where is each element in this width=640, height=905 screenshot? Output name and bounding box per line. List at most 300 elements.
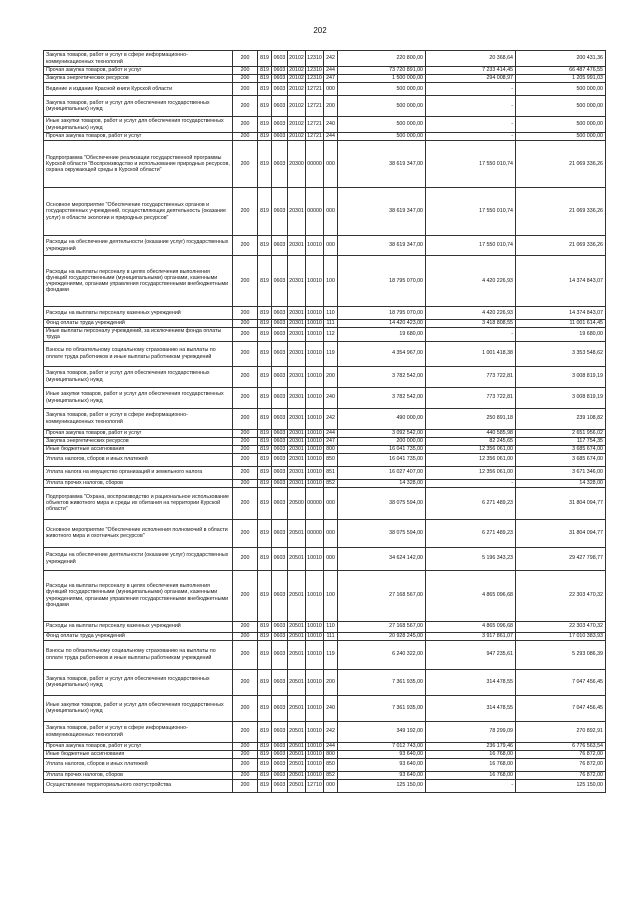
row-value-1: 500 000,00	[338, 96, 426, 117]
table-row	[44, 519, 606, 547]
table-row	[44, 721, 606, 742]
row-code-3: 0603	[272, 429, 288, 437]
row-code-2: 819	[258, 236, 272, 256]
row-code-6: 244	[324, 67, 338, 75]
row-code-4: 20501	[288, 779, 306, 792]
row-name: Закупка энергетических ресурсов	[44, 75, 233, 83]
row-code-4: 20501	[288, 547, 306, 570]
row-code-3: 0603	[272, 141, 288, 188]
row-code-4: 20501	[288, 758, 306, 771]
row-code-4: 20301	[288, 328, 306, 342]
row-code-1: 200	[233, 479, 258, 487]
row-value-1: 93 640,00	[338, 758, 426, 771]
row-code-5: 12721	[306, 83, 324, 96]
row-code-4: 20501	[288, 695, 306, 721]
row-name: Расходы на выплаты персоналу в целях обеспечения выполнения функций государственными (муниципальными) органами, казенными учреждениями, органами управления государственными внебюджетными фондами	[44, 570, 233, 621]
row-value-3: 270 892,91	[516, 721, 606, 742]
table-row	[44, 547, 606, 570]
row-code-3: 0603	[272, 758, 288, 771]
row-code-4: 20102	[289, 133, 304, 140]
row-code-6: 000	[324, 779, 338, 792]
row-code-1: 200	[233, 67, 258, 75]
table-row	[44, 188, 606, 236]
row-code-4: 20300	[288, 141, 306, 188]
row-value-3: 21 069 336,26	[516, 236, 606, 256]
table-row	[44, 758, 606, 771]
row-value-2: 236 179,46	[426, 742, 516, 750]
row-code-3: 0603	[272, 487, 288, 519]
table-row	[44, 695, 606, 721]
row-code-5: 10010	[306, 236, 324, 256]
table-row	[44, 779, 606, 792]
row-code-5: 10010	[306, 570, 324, 621]
row-code-6: 242	[324, 721, 338, 742]
row-code-3: 0603	[272, 479, 288, 487]
row-name: Закупка товаров, работ и услуг для обеспечения государственных (муниципальных) нужд	[44, 366, 233, 387]
row-code-2: 819	[258, 695, 272, 721]
row-code-3: 0603	[272, 621, 288, 632]
row-value-3: 17 010 383,93	[516, 632, 606, 640]
row-value-3: 21 069 336,26	[516, 188, 606, 236]
row-code-5: 10010	[306, 466, 324, 479]
row-code-6: 110	[324, 307, 338, 320]
row-code-1: 200	[233, 256, 258, 307]
row-value-1: 93 640,00	[338, 750, 426, 758]
row-code-5: 12710	[306, 779, 324, 792]
row-code-1: 200	[233, 750, 258, 758]
row-code-1: 200	[233, 742, 258, 750]
row-value-1: 27 168 567,00	[338, 570, 426, 621]
row-code-3: 0603	[272, 669, 288, 695]
row-code-2: 819	[258, 479, 272, 487]
row-value-1: 16 027 407,00	[338, 466, 426, 479]
row-value-3: 6 776 563,54	[516, 742, 606, 750]
row-code-5: 10010	[306, 669, 324, 695]
row-code-3: 0603	[272, 75, 288, 83]
row-code-6: 000	[324, 83, 338, 96]
row-code-6: 110	[324, 621, 338, 632]
row-code-5: 10010	[306, 408, 324, 429]
row-code-5: 12721	[306, 117, 324, 133]
row-name: Расходы на выплаты персоналу казенных учреждений	[44, 621, 233, 632]
table-row	[44, 67, 606, 75]
row-value-2: 16 768,00	[426, 771, 516, 779]
row-code-5: 10010	[307, 632, 322, 639]
table-row	[44, 632, 606, 640]
row-code-2: 819	[258, 141, 272, 188]
row-code-2: 819	[258, 453, 272, 466]
row-code-3: 0603	[272, 466, 288, 479]
row-value-1: 38 619 347,00	[338, 188, 426, 236]
row-code-3: 0603	[272, 742, 288, 750]
row-code-4: 20500	[288, 487, 306, 519]
row-code-2: 819	[258, 779, 272, 792]
row-code-4: 20102	[289, 75, 304, 82]
row-code-2: 819	[258, 621, 272, 632]
row-value-1: 20 928 245,00	[338, 632, 426, 640]
row-code-1: 200	[233, 51, 258, 67]
row-code-3: 0603	[272, 437, 288, 445]
row-code-3: 0603	[272, 519, 288, 547]
row-code-5: 10010	[307, 429, 322, 436]
row-code-1: 200	[233, 547, 258, 570]
row-code-1: 200	[233, 75, 258, 83]
row-code-3: 0603	[272, 83, 288, 96]
row-value-3: 22 303 470,32	[516, 570, 606, 621]
row-code-4: 20501	[288, 721, 306, 742]
row-value-1: 7 361 935,00	[338, 669, 426, 695]
row-name: Взносы по обязательному социальному страхованию на выплаты по оплате труда работников и иные выплаты работникам учреждений	[44, 341, 233, 366]
row-code-2: 819	[258, 307, 272, 320]
table-row	[44, 341, 606, 366]
row-code-2: 819	[258, 640, 272, 669]
table-row	[44, 621, 606, 632]
table-row	[44, 750, 606, 758]
row-name: Прочая закупка товаров, работ и услуг	[44, 133, 233, 141]
row-value-3: 76 872,00	[516, 750, 606, 758]
row-value-3: 3 685 674,00	[516, 445, 606, 453]
table-row	[44, 51, 606, 67]
row-value-1: 18 795 070,00	[338, 307, 426, 320]
row-code-6: 000	[324, 519, 338, 547]
row-code-1: 200	[233, 117, 258, 133]
row-code-5: 10010	[306, 695, 324, 721]
row-code-6: 850	[324, 453, 338, 466]
row-code-1: 200	[233, 721, 258, 742]
row-code-4: 20501	[288, 570, 306, 621]
table-body	[44, 51, 606, 793]
row-code-5: 10010	[306, 721, 324, 742]
row-value-2: -	[426, 328, 516, 342]
row-code-4: 20501	[289, 750, 304, 757]
row-name: Уплата налогов, сборов и иных платежей	[44, 453, 233, 466]
row-value-1: 19 680,00	[338, 328, 426, 342]
row-value-3: 2 651 956,02	[516, 429, 606, 437]
row-value-2: 16 768,00	[426, 750, 516, 758]
row-code-2: 819	[258, 408, 272, 429]
row-name: Уплата налога на имущество организаций и земельного налога	[44, 466, 233, 479]
row-code-1: 200	[233, 437, 258, 445]
row-code-4: 20301	[289, 320, 304, 327]
row-code-1: 200	[233, 320, 258, 328]
row-code-1: 200	[233, 408, 258, 429]
row-code-5: 00000	[306, 519, 324, 547]
row-code-3: 0603	[272, 67, 288, 75]
row-code-2: 819	[258, 445, 272, 453]
row-code-5: 10010	[306, 621, 324, 632]
row-name: Расходы на обеспечение деятельности (оказание услуг) государственных учреждений	[44, 547, 233, 570]
table-row	[44, 83, 606, 96]
row-name: Закупка товаров, работ и услуг для обеспечения государственных (муниципальных) нужд	[44, 669, 233, 695]
row-name: Прочая закупка товаров, работ и услуг	[44, 429, 233, 437]
row-value-2: -	[426, 117, 516, 133]
row-code-5: 00000	[306, 141, 324, 188]
row-value-2: 4 420 226,93	[426, 256, 516, 307]
row-value-1: 27 168 567,00	[338, 621, 426, 632]
row-value-2: 1 001 418,38	[426, 341, 516, 366]
row-value-2: 17 550 010,74	[426, 141, 516, 188]
row-value-1: 16 041 735,00	[338, 445, 426, 453]
row-code-4: 20102	[289, 67, 304, 74]
row-code-1: 200	[233, 621, 258, 632]
row-code-1: 200	[233, 519, 258, 547]
row-value-3: 500 000,00	[516, 117, 606, 133]
row-name: Закупка товаров, работ и услуг в сфере информационно-коммуникационных технологий	[44, 51, 233, 67]
row-value-2: 4 865 096,68	[426, 570, 516, 621]
row-value-1: 500 000,00	[338, 83, 426, 96]
row-value-1: 38 075 594,00	[338, 487, 426, 519]
row-value-2: -	[426, 479, 516, 487]
table-row	[44, 256, 606, 307]
row-value-2: -	[426, 133, 516, 141]
row-name: Закупка товаров, работ и услуг для обеспечения государственных (муниципальных) нужд	[44, 96, 233, 117]
table-row	[44, 466, 606, 479]
row-code-2: 819	[258, 75, 272, 83]
row-value-1: 4 354 967,00	[338, 341, 426, 366]
table-row	[44, 117, 606, 133]
row-code-1: 200	[233, 445, 258, 453]
row-code-1: 200	[233, 429, 258, 437]
page-number: 202	[313, 26, 327, 35]
row-code-3: 0603	[272, 236, 288, 256]
row-value-1: 34 624 142,00	[338, 547, 426, 570]
row-code-6: 852	[324, 771, 338, 779]
row-code-1: 200	[233, 669, 258, 695]
row-name: Закупка товаров, работ и услуг в сфере информационно-коммуникационных технологий	[44, 721, 233, 742]
row-code-3: 0603	[272, 750, 288, 758]
row-code-5: 10010	[306, 758, 324, 771]
row-value-1: 200 000,00	[338, 437, 426, 445]
row-name: Подпрограмма "Охрана, воспроизводство и рациональное использование объектов животного мира и среды их обитания на территории Курской области"	[44, 487, 233, 519]
table-row	[44, 133, 606, 141]
row-name: Ведение и издание Красной книги Курской области	[44, 83, 233, 96]
row-code-3: 0603	[272, 328, 288, 342]
row-code-4: 20102	[288, 51, 306, 67]
row-code-3: 0603	[272, 307, 288, 320]
row-code-5: 00000	[306, 487, 324, 519]
row-code-4: 20301	[288, 307, 306, 320]
table-row	[44, 366, 606, 387]
row-value-3: 117 754,35	[516, 437, 606, 445]
row-code-4: 20301	[288, 256, 306, 307]
row-code-3: 0603	[272, 320, 288, 328]
row-code-5: 10010	[307, 320, 322, 327]
row-name: Уплата прочих налогов, сборов	[44, 479, 233, 487]
row-code-5: 10010	[306, 307, 324, 320]
row-name: Фонд оплаты труда учреждений	[44, 320, 233, 328]
row-value-2: 17 550 010,74	[426, 188, 516, 236]
row-value-2: 12 356 061,00	[426, 466, 516, 479]
row-code-2: 819	[258, 133, 272, 141]
row-code-1: 200	[233, 779, 258, 792]
row-value-2: 12 356 061,00	[426, 453, 516, 466]
row-code-3: 0603	[272, 547, 288, 570]
row-value-1: 3 092 542,00	[338, 429, 426, 437]
row-code-3: 0603	[272, 387, 288, 408]
row-code-4: 20301	[289, 437, 304, 444]
row-code-2: 819	[258, 96, 272, 117]
row-code-3: 0603	[272, 771, 288, 779]
row-code-6: 240	[324, 117, 338, 133]
row-value-3: 76 872,00	[516, 758, 606, 771]
row-code-4: 20501	[288, 669, 306, 695]
row-code-6: 000	[324, 547, 338, 570]
row-code-6: 244	[324, 429, 338, 437]
row-value-3: 7 047 456,45	[516, 695, 606, 721]
row-value-2: 440 585,98	[426, 429, 516, 437]
row-code-5: 10010	[307, 437, 322, 444]
row-name: Расходы на обеспечение деятельности (оказание услуг) государственных учреждений	[44, 236, 233, 256]
row-code-6: 240	[324, 387, 338, 408]
row-code-2: 819	[258, 83, 272, 96]
row-code-5: 10010	[307, 742, 322, 749]
row-code-6: 242	[324, 51, 338, 67]
row-code-6: 112	[324, 328, 338, 342]
row-code-2: 819	[258, 341, 272, 366]
row-code-1: 200	[233, 771, 258, 779]
row-code-2: 819	[258, 387, 272, 408]
table-row	[44, 640, 606, 669]
table-row	[44, 487, 606, 519]
row-code-6: 242	[324, 408, 338, 429]
row-name: Основное мероприятие "Обеспечение государственных органов и государственных учреждений, осуществляющих деятельность (оказание услуг) в области экологии и природных ресурсов"	[44, 188, 233, 236]
row-code-3: 0603	[272, 721, 288, 742]
row-code-6: 200	[324, 366, 338, 387]
row-value-3: 3 008 819,19	[516, 387, 606, 408]
row-code-2: 819	[258, 570, 272, 621]
row-value-3: 14 374 843,07	[516, 307, 606, 320]
table-row	[44, 307, 606, 320]
table-row	[44, 437, 606, 445]
row-value-2: 773 722,81	[426, 387, 516, 408]
row-value-1: 125 150,00	[338, 779, 426, 792]
row-code-3: 0603	[272, 632, 288, 640]
row-value-2: 4 865 096,68	[426, 621, 516, 632]
row-code-4: 20501	[288, 640, 306, 669]
row-code-5: 10010	[306, 256, 324, 307]
table-row	[44, 669, 606, 695]
row-code-5: 10010	[306, 547, 324, 570]
row-value-2: 314 478,55	[426, 669, 516, 695]
row-value-1: 7 361 935,00	[338, 695, 426, 721]
row-value-3: 500 000,00	[516, 96, 606, 117]
row-code-1: 200	[233, 307, 258, 320]
row-value-3: 29 427 798,77	[516, 547, 606, 570]
row-value-1: 490 000,00	[338, 408, 426, 429]
row-code-3: 0603	[272, 779, 288, 792]
row-code-2: 819	[258, 67, 272, 75]
table-row	[44, 387, 606, 408]
row-code-3: 0603	[272, 96, 288, 117]
row-code-1: 200	[233, 758, 258, 771]
table-row	[44, 453, 606, 466]
row-name: Прочая закупка товаров, работ и услуг	[44, 67, 233, 75]
row-code-2: 819	[258, 632, 272, 640]
row-code-6: 800	[324, 750, 338, 758]
row-name: Уплата налогов, сборов и иных платежей	[44, 758, 233, 771]
row-code-3: 0603	[272, 117, 288, 133]
row-code-2: 819	[258, 487, 272, 519]
row-code-2: 819	[258, 742, 272, 750]
row-code-2: 819	[258, 328, 272, 342]
row-code-1: 200	[233, 133, 258, 141]
row-code-4: 20301	[288, 453, 306, 466]
row-code-2: 819	[258, 721, 272, 742]
row-value-1: 7 012 743,00	[338, 742, 426, 750]
row-code-6: 000	[324, 141, 338, 188]
row-value-3: 125 150,00	[516, 779, 606, 792]
row-code-1: 200	[233, 328, 258, 342]
row-value-2: -	[426, 779, 516, 792]
row-code-3: 0603	[272, 453, 288, 466]
table-row	[44, 75, 606, 83]
row-value-2: -	[426, 83, 516, 96]
row-code-3: 0603	[272, 408, 288, 429]
row-code-3: 0603	[272, 695, 288, 721]
row-code-6: 100	[324, 570, 338, 621]
row-code-6: 247	[324, 437, 338, 445]
row-name: Фонд оплаты труда учреждений	[44, 632, 233, 640]
row-value-2: 16 768,00	[426, 758, 516, 771]
row-code-5: 12310	[307, 75, 322, 82]
row-value-1: 38 619 347,00	[338, 236, 426, 256]
row-code-5: 10010	[306, 366, 324, 387]
row-value-1: 349 192,00	[338, 721, 426, 742]
row-code-3: 0603	[272, 570, 288, 621]
row-code-4: 20301	[288, 387, 306, 408]
row-code-6: 850	[324, 758, 338, 771]
budget-table	[43, 50, 606, 793]
table-row	[44, 236, 606, 256]
row-code-4: 20301	[288, 366, 306, 387]
row-code-3: 0603	[272, 188, 288, 236]
row-code-4: 20301	[289, 429, 304, 436]
row-code-1: 200	[233, 96, 258, 117]
row-value-3: 3 008 819,19	[516, 366, 606, 387]
row-code-4: 20102	[288, 96, 306, 117]
row-name: Закупка товаров, работ и услуг в сфере информационно-коммуникационных технологий	[44, 408, 233, 429]
row-code-6: 200	[324, 669, 338, 695]
row-code-1: 200	[233, 453, 258, 466]
row-code-1: 200	[233, 466, 258, 479]
row-code-1: 200	[233, 366, 258, 387]
row-code-2: 819	[258, 669, 272, 695]
row-code-5: 10010	[307, 479, 322, 486]
row-code-4: 20301	[289, 445, 304, 452]
table-row	[44, 141, 606, 188]
row-code-1: 200	[233, 83, 258, 96]
row-value-2: 947 235,61	[426, 640, 516, 669]
row-name: Расходы на выплаты персоналу в целях обеспечения выполнения функций государственными (муниципальными) органами, казенными учреждениями, органами управления государственными внебюджетными фондами	[44, 256, 233, 307]
table-row	[44, 328, 606, 342]
row-code-3: 0603	[272, 133, 288, 141]
row-value-1: 73 720 891,00	[338, 67, 426, 75]
row-name: Подпрограмма "Обеспечение реализации государственной программы Курской области "Воспроизводство и использование природных ресурсов, охрана окружающей среды в Курской области"	[44, 141, 233, 188]
row-name: Расходы на выплаты персоналу казенных учреждений	[44, 307, 233, 320]
row-code-6: 244	[324, 742, 338, 750]
row-code-3: 0603	[272, 51, 288, 67]
row-value-3: 31 804 094,77	[516, 487, 606, 519]
row-value-3: 200 431,36	[516, 51, 606, 67]
row-name: Иные бюджетные ассигнования	[44, 750, 233, 758]
row-value-1: 1 500 000,00	[338, 75, 426, 83]
row-name: Иные закупки товаров, работ и услуг для обеспечения государственных (муниципальных) нужд	[44, 387, 233, 408]
row-code-3: 0603	[272, 366, 288, 387]
row-value-2: 4 420 226,93	[426, 307, 516, 320]
row-code-1: 200	[233, 632, 258, 640]
row-code-6: 111	[324, 320, 338, 328]
row-value-2: 78 299,09	[426, 721, 516, 742]
